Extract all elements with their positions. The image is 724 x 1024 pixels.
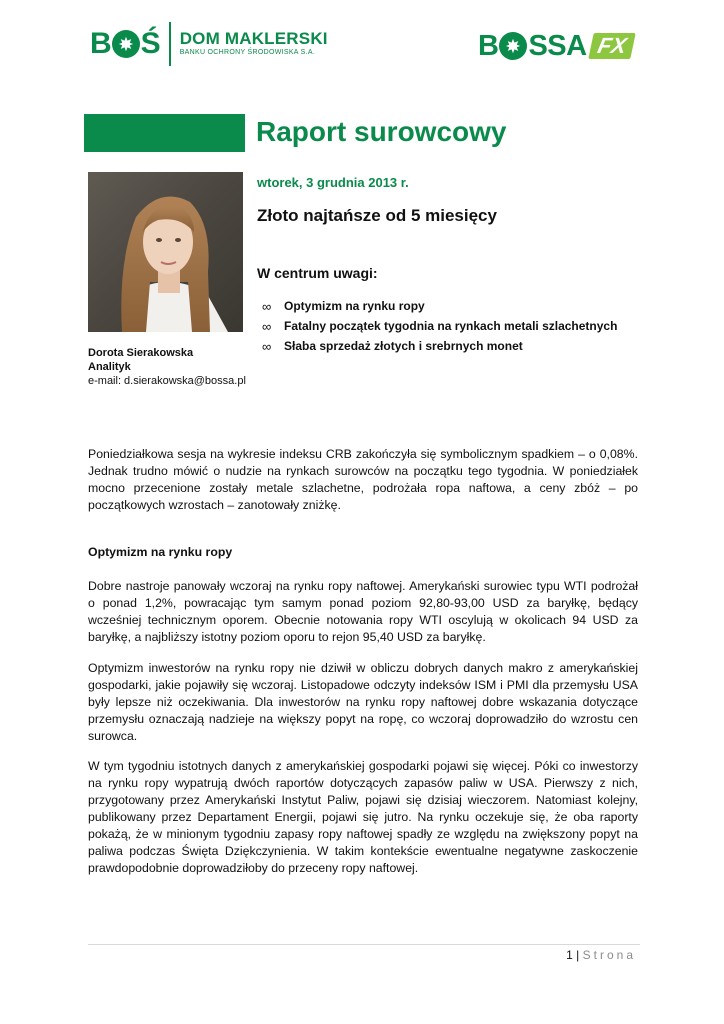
report-title: Raport surowcowy	[256, 116, 507, 147]
bos-logo	[90, 22, 328, 66]
report-headline: Złoto najtańsze od 5 miesięcy	[257, 206, 497, 225]
bossa-letter-b: B	[478, 29, 499, 62]
infinity-bullet-icon: ∞	[262, 338, 272, 354]
bos-logo-subtitle: BANKU OCHRONY ŚRODOWISKA S.A.	[179, 49, 316, 56]
bullet-text: Optymizm na rynku ropy	[284, 299, 425, 313]
page-number: 1	[566, 948, 573, 962]
focus-label: W centrum uwagi:	[257, 265, 378, 281]
infinity-bullet-icon: ∞	[262, 318, 272, 334]
author-block	[88, 346, 246, 388]
bullet-text: Słaba sprzedaż złotych i srebrnych monet	[284, 339, 523, 353]
intro-paragraph: Poniedziałkowa sesja na wykresie indeksu CRB zakończyła się symbolicznym spadkiem – o 0,08%. Jednak trudno mówić o nudzie na rynkach surowców na początku tego tygodnia. W poniedziałek mocno przecenione zostały metale szlachetne, podrożała ropa naftowa, a ceny zbóż – po początkowych wzrostach – zanotowały zniżkę.	[88, 447, 638, 512]
bos-logo-title: DOM MAKLERSKI	[179, 29, 328, 48]
body-paragraph-3: W tym tygodniu istotnych danych z amerykańskiej gospodarki pojawi się więcej. Póki co inwestorzy na rynku ropy wypatrują dwóch raportów dotyczących zapasów paliw w USA. Pierwszy z nich, przygotowany przez Amerykański Instytut Paliw, pojawi się dzisiaj wieczorem. Natomiast kolejny, publikowany przez Departament Energii, pojawi się jutro. Na rynku oczekuje się, że oba raporty pokażą, że w minionym tygodniu zapasy ropy naftowej spadły ze względu na zwiększony popyt na paliwa podczas Święta Dziękczynienia. W takim kontekście ewentualne negatywne zaskoczenie prawdopodobnie doprowadziłoby do przeceny ropy naftowej.	[88, 759, 638, 875]
analyst-photo	[88, 172, 243, 332]
report-date: wtorek, 3 grudnia 2013 r.	[257, 175, 409, 190]
bos-logo-divider	[169, 22, 171, 66]
bos-letter-s: Ś	[140, 27, 160, 60]
footer-divider	[88, 944, 640, 945]
fx-badge: FX	[588, 33, 636, 59]
list-item	[262, 296, 617, 316]
leaf-icon	[499, 32, 527, 60]
body-paragraph-1: Dobre nastroje panowały wczoraj na rynku ropy naftowej. Amerykański surowiec typu WTI podrożał o ponad 1,2%, powracając tym samym ponad poziom 92,80-93,00 USD za baryłkę, będący wcześniej technicznym oporem. Obecnie notowania ropy WTI oscylują w okolicach 94 USD za baryłkę, a najbliższy istotny poziom oporu to rejon 95,40 USD za baryłkę.	[88, 579, 638, 644]
section-title: Optymizm na rynku ropy	[88, 545, 233, 559]
bossa-fx-logo	[478, 28, 633, 64]
bos-letter-b: B	[90, 27, 111, 60]
leaf-icon	[112, 30, 140, 58]
footer-separator: |	[576, 948, 580, 962]
title-accent-bar	[84, 114, 245, 152]
focus-bullet-list	[262, 296, 617, 356]
page-word: Strona	[582, 948, 636, 962]
infinity-bullet-icon: ∞	[262, 298, 272, 314]
list-item	[262, 316, 617, 336]
bullet-text: Fatalny początek tygodnia na rynkach metali szlachetnych	[284, 319, 618, 333]
list-item	[262, 336, 617, 356]
author-name: Dorota Sierakowska	[88, 347, 194, 359]
bossa-letters-ssa: SSA	[528, 29, 587, 62]
author-role: Analityk	[88, 361, 131, 373]
page-footer	[540, 948, 636, 962]
body-paragraph-2: Optymizm inwestorów na rynku ropy nie dziwił w obliczu dobrych danych makro z amerykańskiej gospodarki, jakie pojawiły się wczoraj. Listopadowe odczyty indeksów ISM i PMI dla przemysłu USA były lepsze niż oczekiwania. Dla inwestorów na rynku ropy naftowej dobre wskazania dotyczące przemysłu oznaczają nadzieje na większy popyt na ropę, co wczoraj doprowadziło do wzrostu cen surowca.	[88, 661, 638, 743]
author-email: e-mail: d.sierakowska@bossa.pl	[88, 375, 246, 387]
